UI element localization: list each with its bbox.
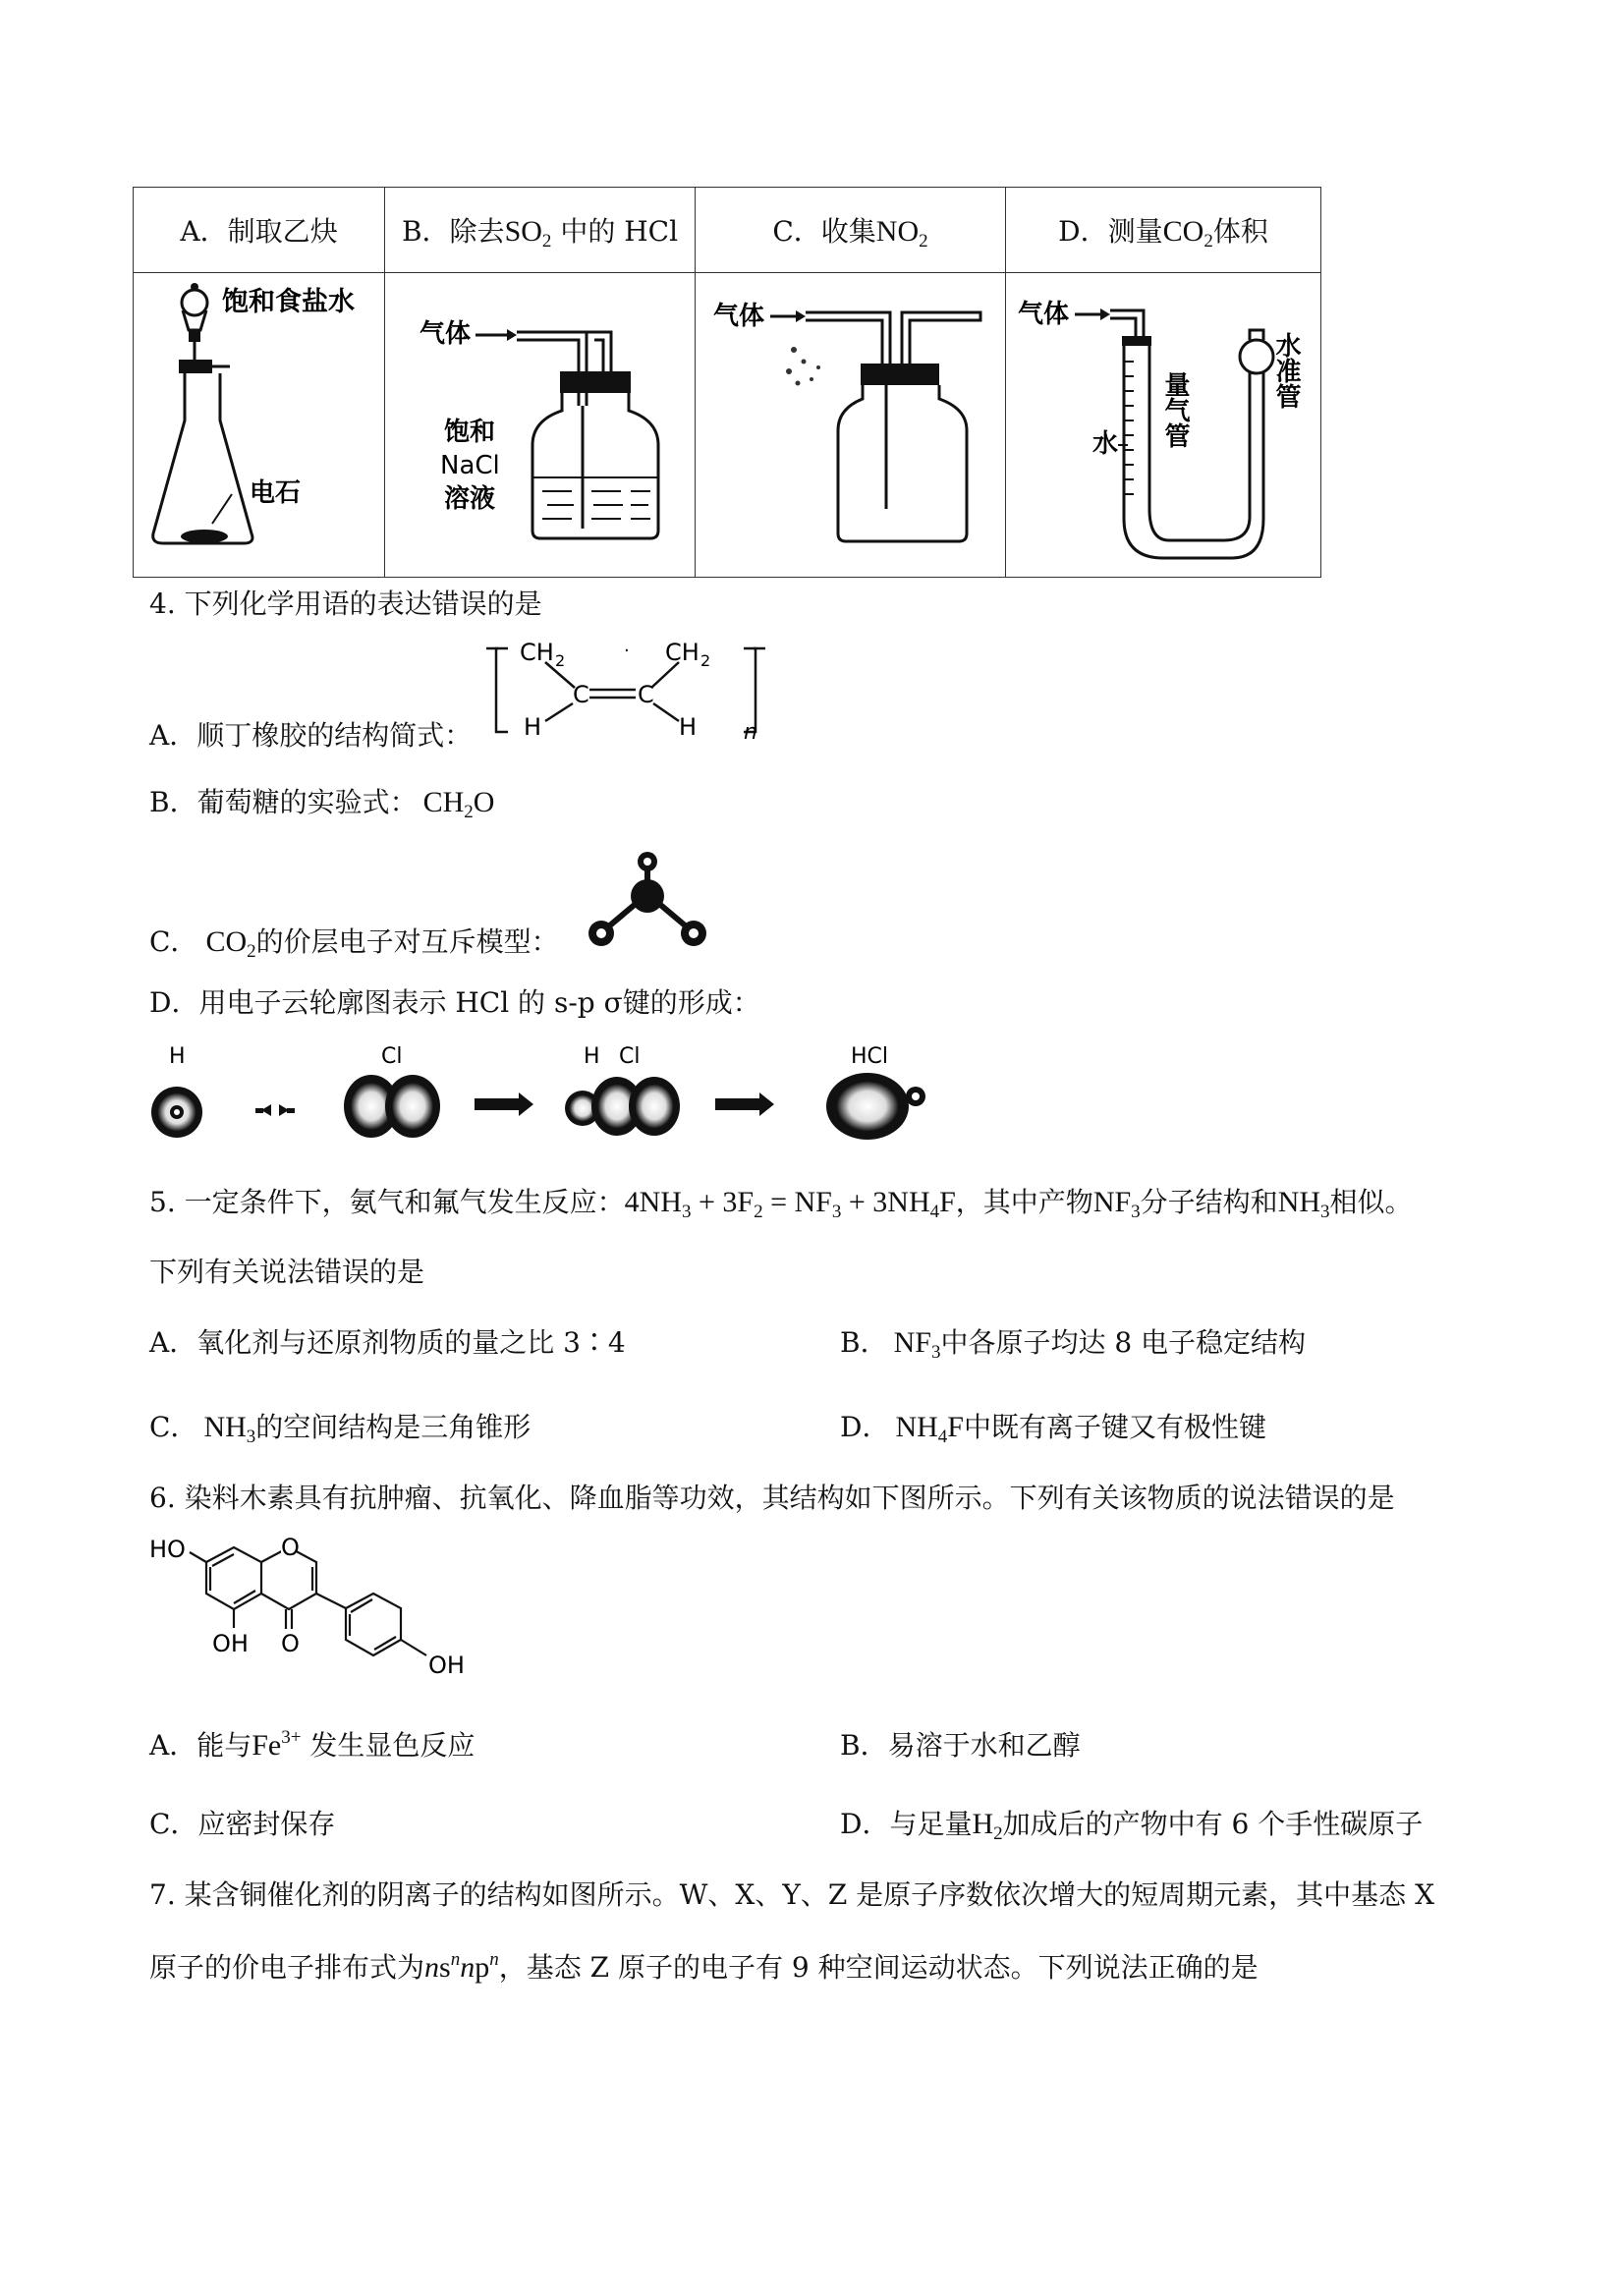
- q5-option-d: D． $NH_4F$中既有离子键又有极性键: [840, 1411, 1266, 1447]
- q4-option-a: A．顺丁橡胶的结构简式：: [149, 719, 473, 752]
- svg-text:HO: HO: [149, 1536, 186, 1563]
- genistein-structure: [145, 1528, 479, 1695]
- collection-bottle-diagram: [696, 273, 1005, 573]
- apparatus-c: [696, 273, 1006, 578]
- q6-option-d: D．与足量$H_2$加成后的产物中有 6 个手性碳原子: [840, 1808, 1424, 1844]
- header-d: D．测量$CO_2$体积: [1006, 188, 1321, 273]
- q6-option-b: B．易溶于水和乙醇: [840, 1729, 1081, 1762]
- q6-option-c: C．应密封保存: [149, 1808, 336, 1840]
- header-c: C．收集$NO_2$: [696, 188, 1006, 273]
- q5-option-c: C． $NH_3$的空间结构是三角锥形: [149, 1411, 532, 1447]
- svg-text:Cl: Cl: [619, 1044, 641, 1069]
- svg-text:2: 2: [700, 651, 711, 670]
- label-d-water: 水: [1092, 429, 1119, 459]
- label-d-tube: 量气管: [1160, 371, 1190, 448]
- label-d-gas: 气体: [1018, 300, 1070, 329]
- flask-apparatus-diagram: [134, 273, 384, 573]
- apparatus-a: [134, 273, 385, 578]
- q7-stem-line2: 原子的价电子排布式为$ns^nnp^n$，基态 Z 原子的电子有 9 种空间运动状态。下列说法正确的是: [149, 1949, 1259, 1984]
- svg-text:H: H: [584, 1044, 600, 1069]
- svg-text:H: H: [524, 713, 542, 741]
- svg-text:H: H: [679, 713, 698, 741]
- q4-option-d: D．用电子云轮廓图表示 HCl 的 s-p σ键的形成：: [149, 986, 760, 1019]
- q5-stem: 5. 一定条件下，氨气和氟气发生反应：$4NH_3 + 3F_2 = NF_3 + 3NH_4F$，其中产物$NF_3$分子结构和$NH_3$相似。: [149, 1186, 1413, 1222]
- header-b: B．除去$SO_2$ 中的 HCl: [385, 188, 696, 273]
- reaction-equation: $4NH_3 + 3F_2 = NF_3 + 3NH_4F$: [624, 1186, 956, 1222]
- svg-text:H: H: [169, 1044, 186, 1069]
- svg-text:C: C: [638, 681, 654, 708]
- header-a: A．制取乙炔: [134, 188, 385, 273]
- washing-bottle-diagram: [385, 273, 695, 573]
- label-b-sol2: NaCl: [440, 451, 500, 480]
- svg-text:OH: OH: [428, 1652, 465, 1679]
- apparatus-d: [1006, 273, 1321, 578]
- electron-configuration: $ns^nnp^n$: [424, 1949, 499, 1984]
- q5-option-b: B． $NF_3$中各原子均达 8 电子稳定结构: [840, 1326, 1307, 1363]
- apparatus-table: [133, 187, 1321, 578]
- label-b-sol3: 溶液: [444, 484, 496, 514]
- svg-text:O: O: [281, 1630, 300, 1657]
- svg-text:Cl: Cl: [381, 1044, 403, 1069]
- label-a-flask: 电石: [250, 478, 302, 508]
- polybutadiene-structure: [486, 629, 766, 747]
- q4-option-b: B．葡萄糖的实验式： $CH_2O$: [149, 786, 495, 822]
- label-b-sol1: 饱和: [444, 418, 496, 447]
- gas-burette-diagram: [1006, 273, 1320, 573]
- svg-text:C: C: [573, 681, 589, 708]
- q7-stem-line1: 7. 某含铜催化剂的阴离子的结构如图所示。W、X、Y、Z 是原子序数依次增大的短周期元素，其中基态 X: [149, 1878, 1435, 1911]
- svg-text:·: ·: [624, 641, 630, 661]
- label-d-level: 水准管: [1271, 332, 1301, 409]
- apparatus-b: [385, 273, 696, 578]
- electron-cloud-diagram: [145, 1041, 941, 1149]
- q5-option-a: A．氧化剂与还原剂物质的量之比 3∶4: [149, 1326, 626, 1359]
- svg-text:CH: CH: [520, 639, 554, 666]
- q6-stem: 6. 染料木素具有抗肿瘤、抗氧化、降血脂等功效，其结构如下图所示。下列有关该物质的说法错误的是: [149, 1482, 1395, 1514]
- label-c-gas: 气体: [713, 302, 765, 331]
- svg-text:HCl: HCl: [851, 1044, 889, 1069]
- svg-text:2: 2: [555, 651, 566, 670]
- vsepr-model: [580, 847, 717, 955]
- label-a-funnel: 饱和食盐水: [222, 287, 355, 317]
- q6-option-a: A．能与$Fe^{3+}$ 发生显色反应: [149, 1727, 476, 1762]
- q4-stem: 4. 下列化学用语的表达错误的是: [149, 588, 542, 620]
- q5-stem-line2: 下列有关说法错误的是: [149, 1256, 425, 1288]
- svg-text:O: O: [281, 1534, 300, 1561]
- svg-text:OH: OH: [212, 1630, 249, 1657]
- svg-text:n: n: [744, 720, 757, 745]
- q4-option-c: C． $CO_2$的价层电子对互斥模型：: [149, 925, 559, 962]
- svg-text:CH: CH: [665, 639, 700, 666]
- label-b-gas: 气体: [420, 319, 472, 349]
